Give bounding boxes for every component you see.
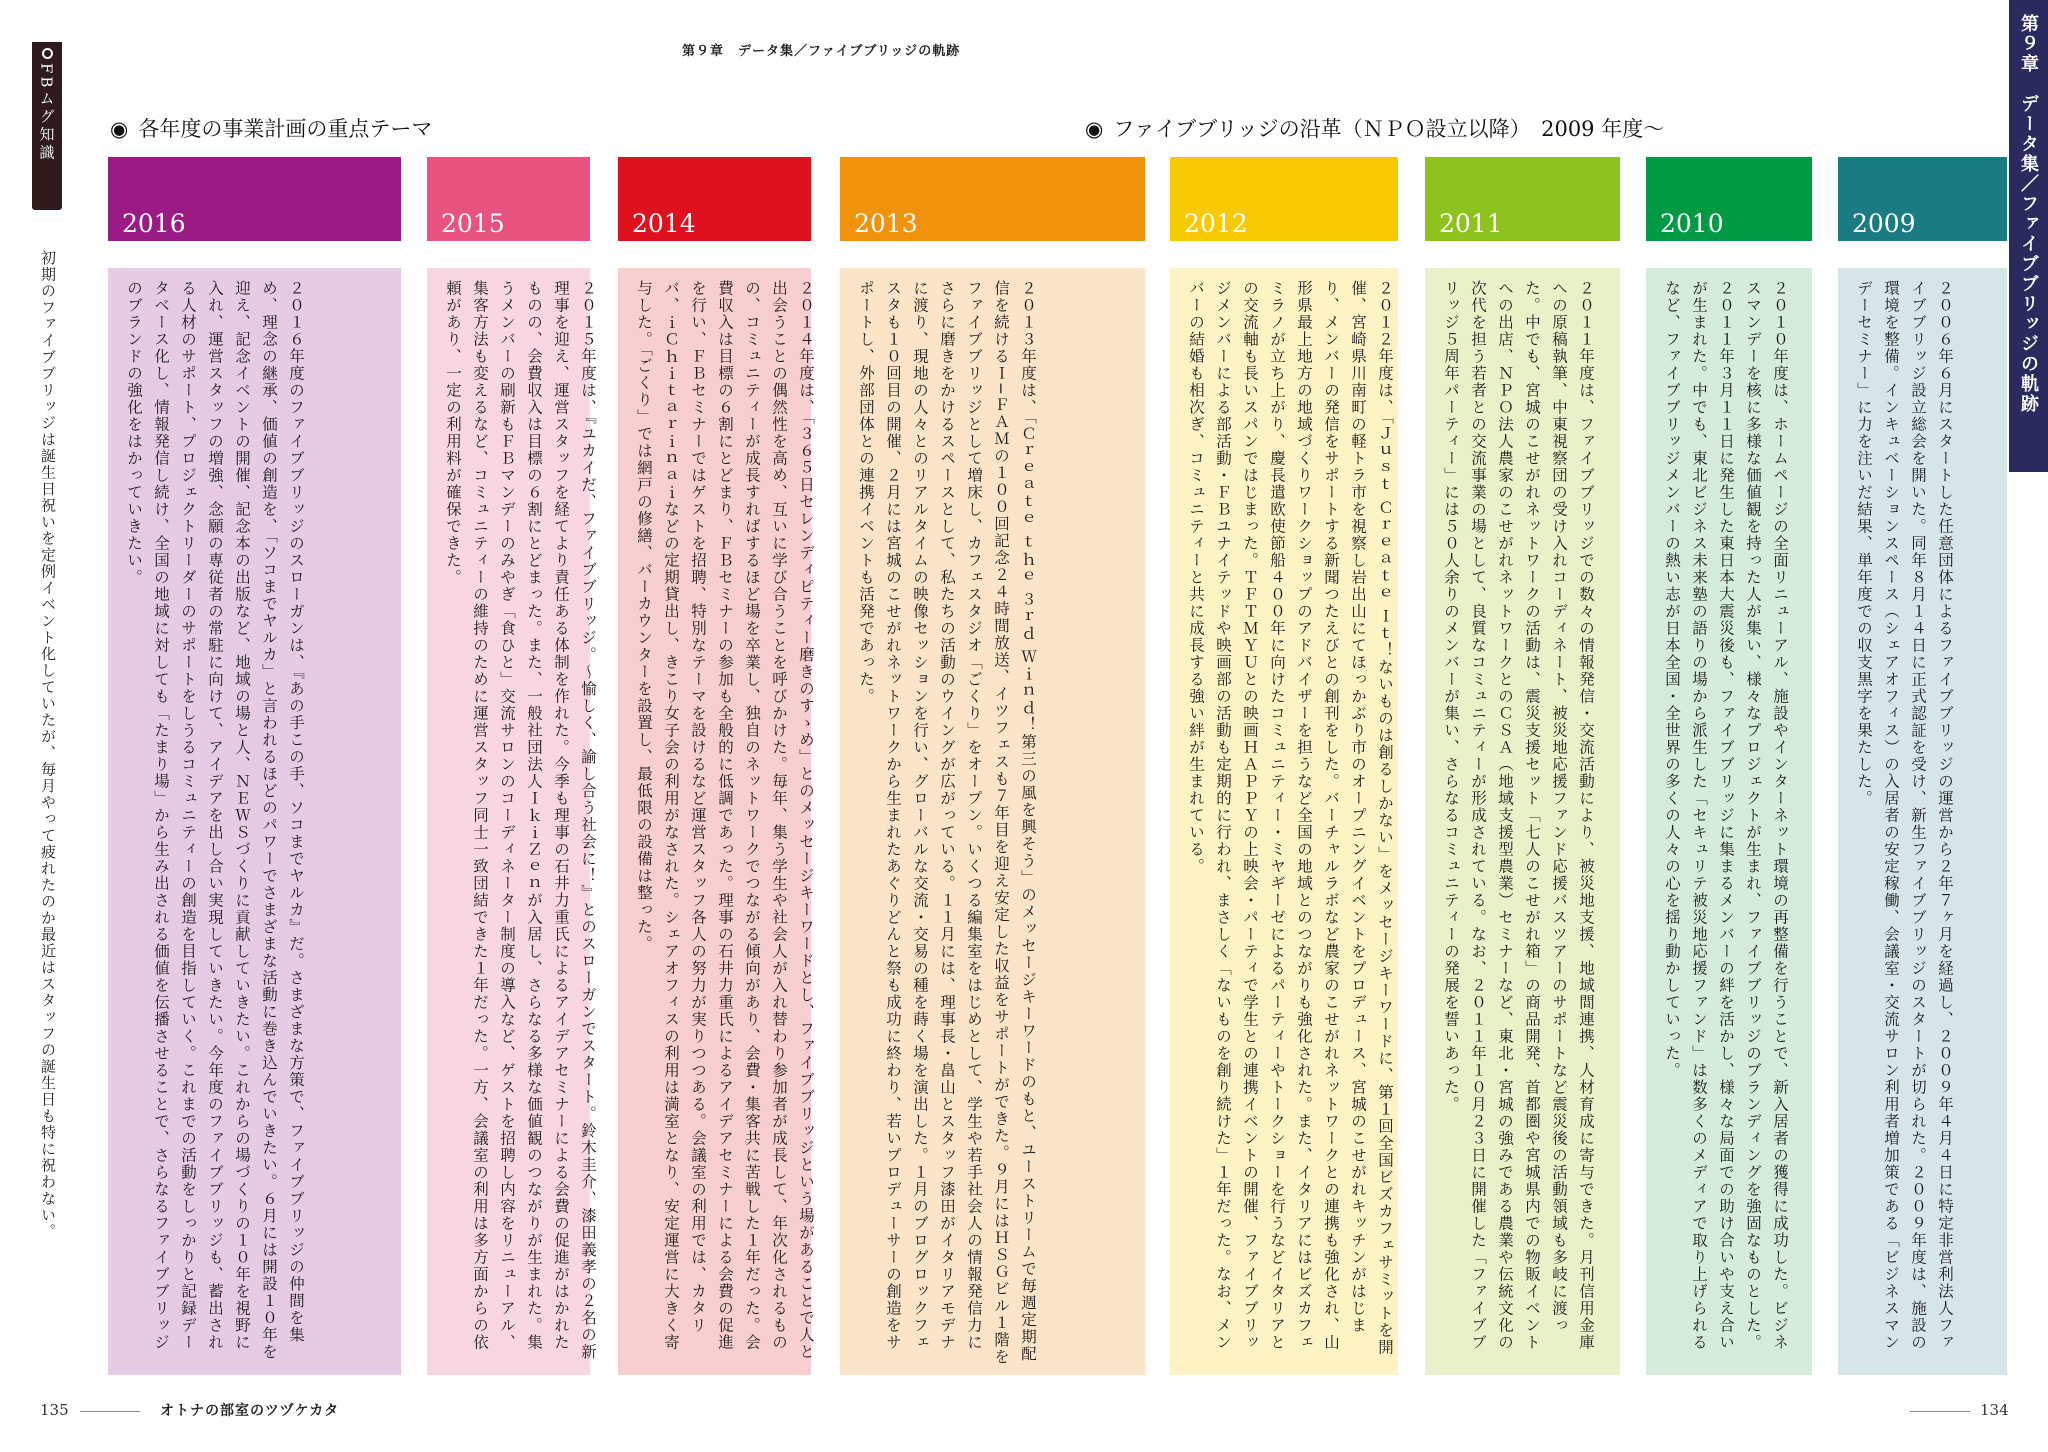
page-number-left: 135	[40, 1401, 69, 1419]
section-heading-history-text: ファイブブリッジの沿革（ＮＰＯ設立以降） 2009 年度〜	[1113, 117, 1665, 141]
year-label: 2009	[1852, 209, 1916, 238]
year-text-2011: ２０１１年度は、ファイブブリッジでの数々の情報発信・交流活動により、被災地支援、地域間連携、人材育成に寄与できた。月刊信用金庫への原稿執筆、中東視察団の受け入れコーディネート、被災地応援ファンド応援バスツアーのサポートなど震災後の活動領域も多岐に渡った。中でも、宮城のこせがれネットワークの活動は、震災支援セット「七人のこせがれ箱」の商品開発、首都圏や宮城県内での物販イベントへの出店、ＮＰＯ法人農家のこせがれネットワークとのＣＳＡ（地域支援型農業）セミナーなど、東北・宮城の強みである農業や伝統文化の次代を担う若者との交流事業の場として、良質なコミュニティーが形成されている。なお、２０１１年１０月２３日に開催した「ファイブブリッジ５周年パーティー」には５０人余りのメンバーが集い、さらなるコミュニティーの発展を誓いあった。	[1442, 280, 1595, 1351]
year-label: 2012	[1184, 209, 1248, 238]
year-text-2012: ２０１２年度は、「Ｊｕｓｔ Ｃｒｅａｔｅ Ｉｔ！ないものは創るしかない」をメッセージキーワードに、第１回全国ビズカフェサミットを開催、宮崎県川南町の軽トラ市を視察し岩出山にてほっかぶり市のオープニングイベントをプロデュース、宮城のこせがれキッチンがはじまり、メンバーの発信をサポートする新聞つたえびとの創刊をした。バーチャルラボなど農家のこせがれネットワークとの連携も強化され、山形県最上地方の地域づくりワークショップのアドバイザーを担うなど全国の地域とのつながりも強化された。また、イタリアにはビズカフェミラノが立ち上がり、慶長遣欧使節船４００年に向けたコミュニティー・ミヤギーゼによるパーティーやトークショーを行うなどイタリアとの交流軸も長いスパンではじまった。ＴＦＴＭＹＵとの映画ＨＡＰＰＹの上映会・パーティで学生との連携イベントの開催、ファイブブリッジメンバーによる部活動・ＦＢユナイテッドや映画部の活動も定期的に行われ、まさしく「ないものを創り続けた」１年だった。なお、メンバーの結婚も相次ぎ、コミュニティーと共に成長する強い絆が生まれている。	[1187, 280, 1394, 1357]
bullet-icon: ◉	[1085, 117, 1104, 141]
fb-trivia-text: 初期のファイブブリッジは誕生日祝いを定例イベント化していたが、毎月やって疲れたのか最近はスタッフの誕生日も特に祝わない。	[39, 250, 57, 1240]
year-bar-2015	[427, 157, 590, 241]
year-bar-2010	[1646, 157, 1812, 241]
year-panel-2015	[427, 268, 597, 1375]
chapter-side-tab	[2009, 0, 2048, 472]
year-label: 2014	[632, 209, 696, 238]
footer-rule-right	[1910, 1411, 1970, 1412]
year-label: 2015	[441, 209, 505, 238]
year-text-2013: ２０１３年度は、「Ｃｒｅａｔｅ ｔｈｅ ３ｒｄ Ｗｉｎｄ！第三の風を興そう」のメッセージキーワードのもと、ユーストリームで毎週定期配信を続けるＩ−ＦＡＭの１００回記念２４時間放送、イツフェスも７年目を迎え安定した収益をサポートができた。９月にはＨＳＧビル１階をファイブブリッジとして増床し、カフェスタジオ「ごくり」をオープン。いくつる編集室をはじめとして、学生や若手社会人の情報発信力にさらに磨きをかけるスペースとして、私たちの活動のウイングが広がっている。１１月には、理事長・畠山とスタッフ漆田がイタリアモデナに渡り、現地の人々とのリアルタイムの映像セッションを行い、グローバルな交流・交易の種を蒔く場を演出した。１月のブログロックフェスタも１０回目の開催、２月には宮城のこせがれネットワークから生まれたあぐりどんと祭も成功に終わり、若いプロデューサーの創造をサポートし、外部団体との連携イベントも活発であった。	[857, 280, 1037, 1366]
year-text-2015: ２０１５年度は、『ユカイだ、ファイブブリッジ。〜愉しく、諭し合う社会に！』とのスローガンでスタート。鈴木圭介、漆田義孝の２名の新理事を迎え、運営スタッフを経てより責任ある体制を作れた。今季も理事の石井力重氏によるアイデアセミナーによる会費の促進がはかれたものの、会費収入は目標の６割にとどまった。また、一般社団法人ＩｋｉＺｅｎが入居し、さらなる多様な価値観のつながりが生まれた。集うメンバーの刷新もＦＢマンデーのみやぎ「食ひと」交流サロンのコーディネーター制度の導入など、ゲストを招聘し内容をリニューアル、集客方法も変えるなど、コミュニティーの維持のために運営スタッフ同士一致団結できた１年だった。一方、会議室の利用は多方面からの依頼があり、一定の利用料が確保できた。	[444, 280, 597, 1361]
circle-bullet-icon	[42, 48, 53, 59]
year-panel-2016	[108, 268, 401, 1375]
year-text-2010: ２０１０年度は、ホームページの全面リニューアル、施設やインターネット環境の再整備を行うことで、新入居者の獲得に成功した。ビジネスマンデーを核に多様な価値観を持った人が集い、様々なプロジェクトが生まれ、ファイブブリッジのブランディングを強固なものとした。２０１１年３月１１日に発生した東日本大震災後も、ファイブブリッジに集まるメンバーの絆を活かし、様々な局面での助け合いや支え合いが生まれた。中でも、東北ビジネス未来塾の語りの場から派生した「セキュリテ被災地応援ファンド」は数多くのメディアで取り上げられるなど、ファイブブリッジメンバーの熱い志が日本全国・全世界の多くの人々の心を揺り動かしていった。	[1663, 280, 1789, 1351]
year-panel-2011	[1425, 268, 1620, 1375]
year-panel-2013	[840, 268, 1145, 1375]
year-label: 2013	[854, 209, 918, 238]
year-panel-2012	[1170, 268, 1398, 1375]
year-panel-2014	[618, 268, 815, 1375]
year-text-2014: ２０１４年度は、「３６５日セレンディピティー磨きのすゝめ」とのメッセージキーワードとし、ファイブブリッジという場があることで人と出会うことの偶然性を高め、互いに学び合うことを呼びかけた。毎年、集う学生や社会人が入れ替わり参加者が成長して、年次化されるものの、コミュニティーが成長すればするほど場を卒業し、独自のネットワークでつながる傾向があり、会費・集客共に苦戦した１年だった。会費収入は目標の６割にとどまり、ＦＢセミナーの参加も全般的に低調であった。理事の石井力重氏によるアイデアセミナーによる会費の促進を行い、ＦＢセミナーではゲストを招聘、特別なテーマを設けるなど運営スタッフ各人の努力が実りつつある。会議室の利用では、カタリバ、ｉＣｈｉｔａｒｉｎａｉなどの定期貸出し、きこり女子会の利用がなされた。シェアオフィスの利用は満室となり、安定運営に大きく寄与した。「ごくり」では網戸の修繕、バーカウンターを設置し、最低限の設備は整った。	[635, 280, 815, 1361]
fb-trivia-tab-label: FBムグ知識	[37, 63, 56, 163]
year-label: 2016	[122, 209, 186, 238]
year-text-2009: ２００６年６月にスタートした任意団体によるファイブブリッジの運営から２年７ヶ月を経過し、２００９年４月４日に特定非営利法人ファイブブリッジ設立総会を開いた。同年８月１４日に正式認証を受け、新生ファイブブリッジのスタートが切られた。２００９年度は、施設の環境を整備。インキュベーションスペース（シェアオフィス）の入居者の安定稼働、会議室・交流サロン利用者増加策である「ビジネスマンデーセミナー」に力を注いだ結果、単年度での収支黒字を果たした。	[1855, 280, 1954, 1351]
year-text-2016: ２０１６年度のファイブブリッジのスローガンは、『あの手この手、ソコまでヤルカ』だ。さまざまな方策で、ファイブブリッジの仲間を集め、理念の継承、価値の創造を、「ソコまでヤルカ」と言われるほどのパワーでさまざまな活動に巻き込んでいきたい。６月には開設１０年を迎え、記念イベントの開催、記念本の出版など、地域の場と人、ＮＥＷＳづくりに貢献していきたい。これからの場づくりの１０年を視野に入れ、運営スタッフの増強、念願の専従者の常駐に向けて、アイデアを出し合い実現していきたい。今年度のファイブブリッジも、蓄出される人材のサポート、プロジェクトリーダーのサポートをしうるコミュニティーの創造を目指していく。これまでの活動をしっかりと記録データベース化し、情報発信し続け、全国の地域に対しても「たまり場」から生み出される価値を伝播させることで、さらなるファイブブリッジのブランドの強化をはかっていきたい。	[125, 280, 305, 1361]
year-bar-2016	[108, 157, 401, 241]
year-bar-2011	[1425, 157, 1620, 241]
chapter-side-tab-label: 第９章 データ集／ファイブブリッジの軌跡	[2018, 14, 2039, 414]
section-heading-history	[1085, 113, 1664, 143]
year-bar-2012	[1170, 157, 1398, 241]
section-heading-themes	[110, 113, 432, 143]
year-panel-2010	[1646, 268, 1812, 1375]
year-bar-2014	[618, 157, 811, 241]
footer-rule-left	[80, 1411, 140, 1412]
fb-trivia-tab	[32, 42, 62, 210]
page-number-right: 134	[1980, 1401, 2009, 1419]
year-bar-2013	[840, 157, 1145, 241]
year-label: 2010	[1660, 209, 1724, 238]
year-bar-2009	[1838, 157, 2007, 241]
chapter-caption: 第９章 データ集／ファイブブリッジの軌跡	[682, 44, 961, 59]
book-title: オトナの部室のツヅケカタ	[160, 1403, 340, 1419]
section-heading-themes-text: 各年度の事業計画の重点テーマ	[138, 117, 433, 141]
year-label: 2011	[1439, 209, 1503, 238]
year-panel-2009	[1838, 268, 2007, 1375]
bullet-icon: ◉	[110, 117, 129, 141]
